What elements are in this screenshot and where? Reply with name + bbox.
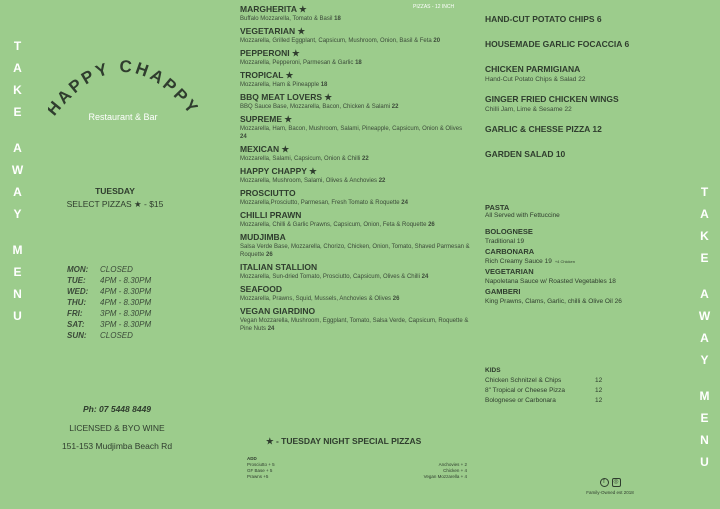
hours-row xyxy=(67,276,151,287)
pizza-title: MARGHERITA ★ xyxy=(240,4,307,14)
pizza-desc: Mozzarella, Ham & Pineapple 18 xyxy=(240,82,328,88)
pizza-item xyxy=(240,4,470,23)
pizza-title: PEPPERONI ★ xyxy=(240,48,300,58)
pasta-title: CARBONARA xyxy=(485,247,535,256)
kids-price: 12 xyxy=(595,397,603,404)
side-item xyxy=(485,14,675,25)
pizza-price: 18 xyxy=(355,60,362,66)
side-letter: T xyxy=(13,39,23,53)
hours-time: 4PM - 8.30PM xyxy=(100,276,152,285)
footer-text: Family-Owned est 2018 xyxy=(586,490,634,495)
pasta-heading: PASTA xyxy=(485,203,510,212)
pizza-desc: Salsa Verde Base, Mozzarella, Chorizo, Chicken, Onion, Tomato, Shaved Parmesan & Roquette 26 xyxy=(240,244,470,258)
kids-item xyxy=(485,386,675,396)
hours-row xyxy=(67,287,151,298)
side-letter: U xyxy=(13,309,23,323)
pizza-size-label: PIZZAS - 12 INCH xyxy=(413,4,455,10)
pizza-price: 18 xyxy=(320,82,328,88)
kids-price: 12 xyxy=(595,387,603,394)
pizza-title: HAPPY CHAPPY ★ xyxy=(240,166,317,176)
hours-day: WED: xyxy=(67,287,89,296)
pizza-title: BBQ MEAT LOVERS ★ xyxy=(240,92,332,102)
add-list-right xyxy=(424,462,467,480)
kids-menu xyxy=(485,367,675,406)
hours-time: CLOSED xyxy=(100,265,133,274)
kids-name: Chicken Schnitzel & Chips xyxy=(485,377,562,384)
pizza-title: SEAFOOD xyxy=(240,284,283,294)
side-desc: Chilli Jam, Lime & Sesame 22 xyxy=(485,106,572,113)
side-letter: A xyxy=(13,141,23,155)
side-item xyxy=(485,39,675,50)
kids-heading: KIDS xyxy=(485,367,501,374)
pizza-price: 24 xyxy=(401,200,408,206)
pizza-desc: Mozzarella, Ham, Bacon, Mushroom, Salami, Pineapple, Capsicum, Onion & Olives 24 xyxy=(240,126,463,140)
hours-day: SAT: xyxy=(67,320,85,329)
side-letter: A xyxy=(13,185,23,199)
pizza-title: PROSCIUTTO xyxy=(240,188,296,198)
hours-time: 4PM - 8.30PM xyxy=(100,298,152,307)
pizza-price: 22 xyxy=(391,104,399,110)
pizza-price: 18 xyxy=(334,16,341,22)
pasta-sub: All Served with Fettuccine xyxy=(485,212,560,219)
side-letter: W xyxy=(11,163,25,177)
add-item: GF Base + 5 xyxy=(247,468,273,473)
side-letter: Y xyxy=(700,353,710,367)
pizza-desc: Mozzarella, Mushroom, Salami, Olives & Anchovies 22 xyxy=(240,178,386,184)
side-title: CHICKEN PARMIGIANA xyxy=(485,64,581,74)
pizza-price: 24 xyxy=(240,134,247,140)
add-item: Prosciutto + 5 xyxy=(247,462,275,467)
side-title: GARLIC & CHESSE PIZZA 12 xyxy=(485,124,602,134)
pizza-price: 24 xyxy=(267,326,275,332)
hours-day: MON: xyxy=(67,265,89,274)
brand-subtitle: Restaurant & Bar xyxy=(88,112,158,122)
side-letter: K xyxy=(700,229,710,243)
pizza-title: MUDJIMBA xyxy=(240,232,286,242)
hours-row xyxy=(67,298,151,309)
side-letter: A xyxy=(700,207,710,221)
pizza-price: 22 xyxy=(362,156,369,162)
pizza-desc: Mozzarella, Chilli & Garlic Prawns, Capsicum, Onion, Feta & Roquette 26 xyxy=(240,222,435,228)
side-item xyxy=(485,149,675,160)
address-text: 151-153 Mudjimba Beach Rd xyxy=(61,441,173,451)
pizza-price: 24 xyxy=(421,274,429,280)
sides-menu xyxy=(485,14,675,160)
pizza-title: VEGAN GIARDINO xyxy=(240,306,316,316)
side-letter: N xyxy=(700,433,710,447)
pizza-title: SUPREME ★ xyxy=(240,114,293,124)
side-letter: E xyxy=(13,105,23,119)
pizza-item xyxy=(240,48,470,67)
pizza-item xyxy=(240,92,470,111)
pasta-menu xyxy=(485,203,675,307)
side-letter: E xyxy=(13,265,23,279)
side-letter: E xyxy=(700,411,710,425)
pizza-price: 26 xyxy=(428,222,435,228)
side-letter: Y xyxy=(13,207,23,221)
hours-day: TUE: xyxy=(67,276,86,285)
hours-time: 3PM - 8.30PM xyxy=(100,309,152,318)
pasta-note: +4 Chicken xyxy=(554,259,575,264)
kids-name: Bolognese or Carbonara xyxy=(485,397,556,404)
side-item xyxy=(485,94,675,114)
pasta-title: BOLOGNESE xyxy=(485,227,533,236)
kids-name: 8" Tropical or Cheese Pizza xyxy=(485,387,565,394)
pizza-desc: Mozzarella, Pepperoni, Parmesan & Garlic 18 xyxy=(240,60,362,66)
add-item: Anchovies + 2 xyxy=(438,462,467,467)
instagram-icon[interactable]: ◎ xyxy=(613,479,619,485)
side-title: GARDEN SALAD 10 xyxy=(485,149,566,159)
side-item xyxy=(485,124,675,135)
pizza-item xyxy=(240,166,470,185)
side-letter: A xyxy=(700,331,710,345)
pizza-desc: BBQ Sauce Base, Mozzarella, Bacon, Chicken & Salami 22 xyxy=(240,104,399,110)
pizza-title: VEGETARIAN ★ xyxy=(240,26,306,36)
pizza-item xyxy=(240,70,470,89)
tuesday-promo xyxy=(55,186,175,210)
pizza-price: 20 xyxy=(433,38,441,44)
opening-hours xyxy=(67,265,151,342)
side-letter: A xyxy=(13,61,23,75)
side-item xyxy=(485,64,675,84)
side-letter: N xyxy=(13,287,23,301)
add-list-left xyxy=(247,462,275,480)
add-ons xyxy=(247,456,467,492)
hours-day: SUN: xyxy=(67,331,87,340)
side-letter: W xyxy=(698,309,712,323)
hours-row xyxy=(67,331,151,342)
promo-day: TUESDAY xyxy=(95,186,135,196)
add-heading: ADD xyxy=(247,456,257,461)
hours-row xyxy=(67,320,151,331)
promo-text: SELECT PIZZAS ★ - $15 xyxy=(66,199,164,209)
pasta-desc: Napoletana Sauce w/ Roasted Vegetables 18 xyxy=(485,278,616,285)
pasta-desc: Rich Creamy Sauce 19 +4 Chicken xyxy=(485,258,575,265)
side-letter: E xyxy=(700,251,710,265)
pizza-item xyxy=(240,232,470,259)
kids-price: 12 xyxy=(595,377,603,384)
hours-day: FRI: xyxy=(67,309,83,318)
pizza-price: 22 xyxy=(378,178,386,184)
add-item: Prawns +5 xyxy=(247,474,269,479)
pizza-desc: Buffalo Mozzarella, Tomato & Basil 18 xyxy=(240,16,341,22)
pizza-item xyxy=(240,26,470,45)
side-title-right xyxy=(698,186,712,478)
side-letter: M xyxy=(699,389,711,403)
side-letter: T xyxy=(700,185,710,199)
pizza-title: MEXICAN ★ xyxy=(240,144,290,154)
side-desc: Hand-Cut Potato Chips & Salad 22 xyxy=(485,76,586,83)
hours-time: 4PM - 8.30PM xyxy=(100,287,152,296)
add-item: Vegan Mozzarella + 4 xyxy=(423,474,467,479)
side-title: GINGER FRIED CHICKEN WINGS xyxy=(485,94,619,104)
pizza-item xyxy=(240,210,470,229)
side-letter: U xyxy=(700,455,710,469)
pizza-item xyxy=(240,284,470,303)
pasta-title: VEGETARIAN xyxy=(485,267,534,276)
hours-time: CLOSED xyxy=(100,331,133,340)
pizza-desc: Mozzarella, Salami, Capsicum, Onion & Chilli 22 xyxy=(240,156,369,162)
pizza-item xyxy=(240,262,470,281)
side-letter: M xyxy=(12,243,24,257)
pizza-price: 26 xyxy=(392,296,400,302)
add-item: Chicken + 4 xyxy=(443,468,467,473)
pizza-desc: Mozzarella, Grilled Eggplant, Capsicum, Mushroom, Onion, Basil & Feta 20 xyxy=(240,38,441,44)
pizza-item xyxy=(240,306,470,333)
pasta-desc: Traditional 19 xyxy=(485,238,525,245)
pizza-desc: Vegan Mozzarella, Mushroom, Eggplant, Tomato, Salsa Verde, Capsicum, Roquette & Pine Nuts 24 xyxy=(240,318,469,332)
svg-text:HAPPY CHAPPY xyxy=(48,57,198,120)
side-title-left xyxy=(11,40,25,332)
pizza-item xyxy=(240,144,470,163)
side-title: HOUSEMADE GARLIC FOCACCIA 6 xyxy=(485,39,630,49)
side-letter: K xyxy=(13,83,23,97)
side-title: HAND-CUT POTATO CHIPS 6 xyxy=(485,14,602,24)
contact-info xyxy=(35,404,199,459)
pasta-desc: King Prawns, Clams, Garlic, chilli & Olive Oil 26 xyxy=(485,298,622,305)
pizza-item xyxy=(240,114,470,141)
pizza-item xyxy=(240,188,470,207)
hours-row xyxy=(67,309,151,320)
pizza-menu xyxy=(240,4,470,336)
kids-item xyxy=(485,376,675,386)
brand-logo xyxy=(48,42,198,122)
pizza-desc: Mozzarella,Prosciutto, Parmesan, Fresh Tomato & Roquette 24 xyxy=(240,200,408,206)
hours-row xyxy=(67,265,151,276)
facebook-icon[interactable]: f xyxy=(600,478,609,487)
kids-item xyxy=(485,396,675,406)
hours-time: 3PM - 8.30PM xyxy=(100,320,152,329)
brand-name: APPY CHAPP xyxy=(53,56,194,109)
phone-number[interactable]: Ph: 07 5448 8449 xyxy=(82,404,152,414)
licence-text: LICENSED & BYO WINE xyxy=(69,423,165,433)
pizza-title: ITALIAN STALLION xyxy=(240,262,318,272)
pizza-desc: Mozzarella, Sun-dried Tomato, Prosciutto, Capsicum, Olives & Chilli 24 xyxy=(240,274,429,280)
side-letter: A xyxy=(700,287,710,301)
pizza-price: 26 xyxy=(266,252,273,258)
pasta-title: GAMBERI xyxy=(485,287,521,296)
pizza-title: CHILLI PRAWN xyxy=(240,210,302,220)
pizza-title: TROPICAL ★ xyxy=(240,70,294,80)
hours-day: THU: xyxy=(67,298,87,307)
pizza-desc: Mozzarella, Prawns, Squid, Mussels, Anchovies & Olives 26 xyxy=(240,296,400,302)
special-note: ★ - TUESDAY NIGHT SPECIAL PIZZAS xyxy=(266,436,422,446)
footer xyxy=(560,478,660,495)
